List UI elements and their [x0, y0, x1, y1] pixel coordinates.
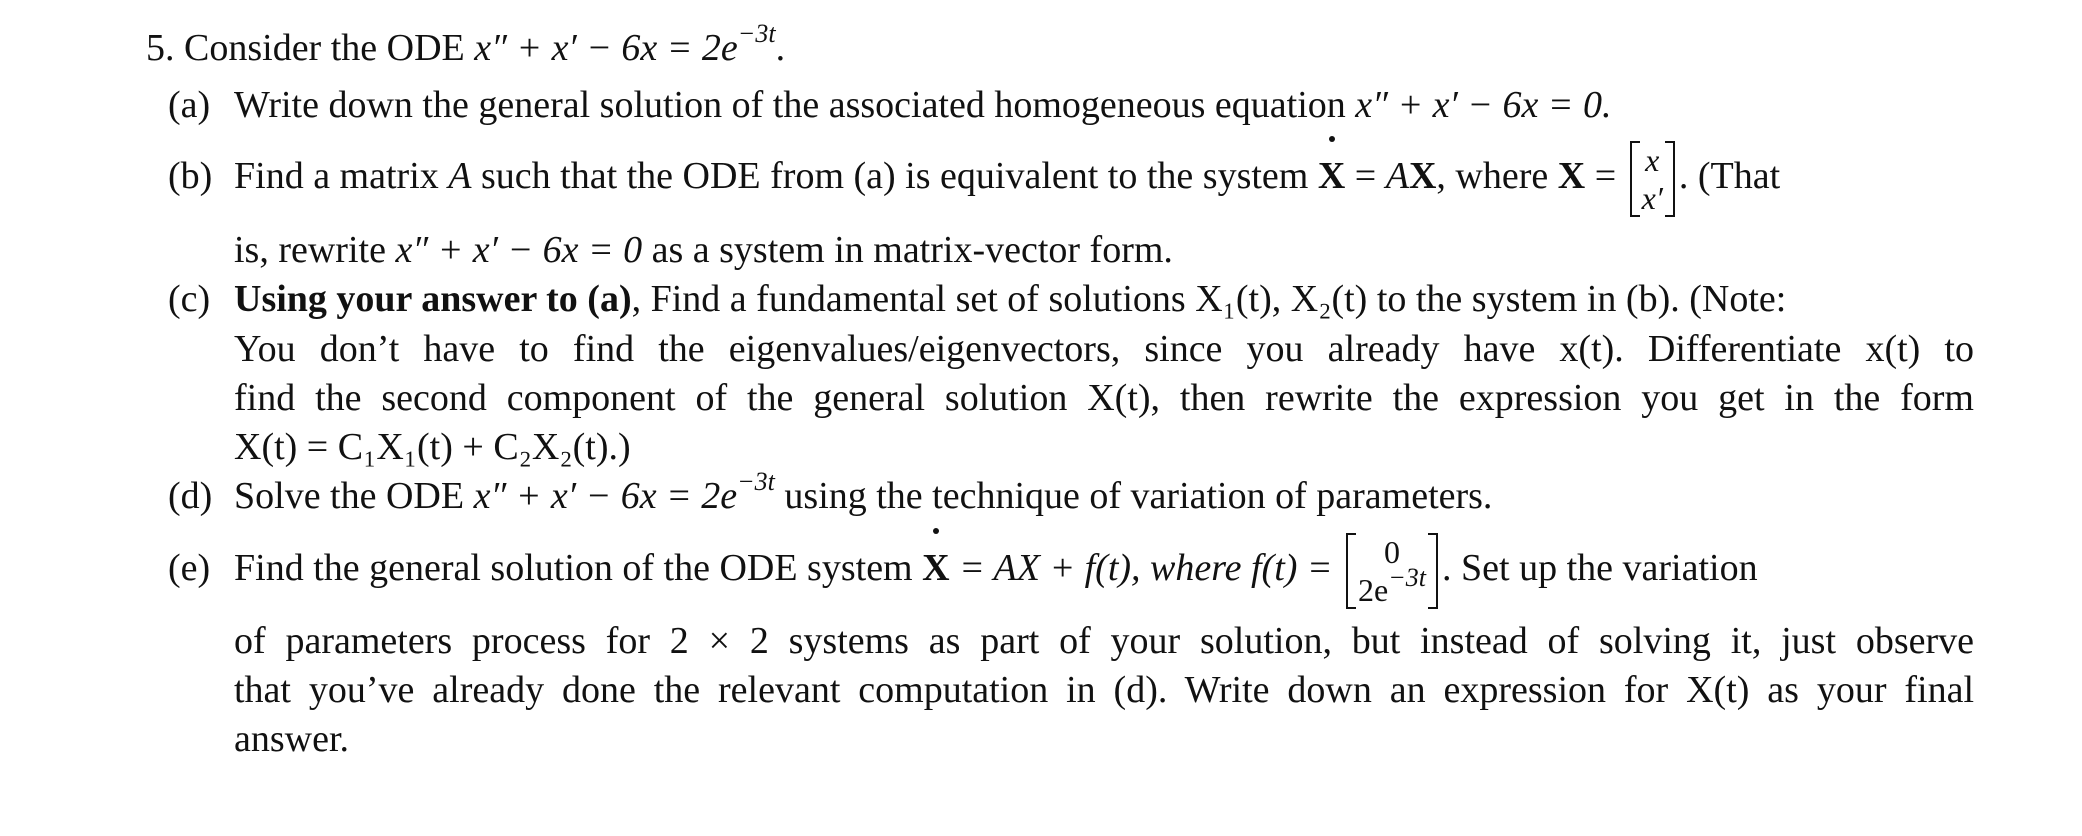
part-d-label: (d) — [168, 475, 213, 517]
part-b-line2-text: is, rewrite — [234, 229, 386, 271]
part-b-label: (b) — [168, 155, 213, 197]
forcing-vector-top: 0 — [1384, 534, 1401, 571]
part-d-text-1: Solve the ODE — [234, 475, 465, 517]
forcing-vector-matrix — [1346, 533, 1438, 609]
part-b-line2-equation: x″ + x′ − 6x = 0 — [395, 229, 643, 271]
part-d-exponent: −3t — [737, 467, 775, 497]
problem-intro-exponent: −3t — [737, 19, 776, 49]
part-c-bold-phrase: Using your answer to (a) — [234, 278, 632, 320]
part-e-line-3: that you’ve already done the relevant computation in (d). Write down an expression for X(t) as your final — [234, 669, 1974, 711]
part-d-text-2: using the technique of variation of parameters. — [784, 475, 1493, 517]
part-b-text-1: Find a matrix — [234, 155, 439, 197]
part-e-line-2: of parameters process for 2 × 2 systems as part of your solution, but instead of solving it, just observe — [234, 620, 1974, 662]
part-a-label: (a) — [168, 84, 211, 126]
ax-a-symbol: A — [1385, 155, 1409, 197]
problem-intro-end: . — [775, 27, 786, 69]
part-b-equals: = — [1345, 155, 1386, 197]
state-vector-bottom: x′ — [1641, 180, 1663, 217]
forcing-vector-exponent: −3t — [1388, 562, 1427, 592]
problem-intro — [146, 19, 786, 72]
part-c-line-3: find the second component of the general solution X(t), then rewrite the expression you get in the form — [234, 377, 1974, 419]
x-dot-symbol: X — [1318, 134, 1345, 218]
ax-x-symbol: X — [1408, 155, 1437, 197]
part-c-line-2: You don’t have to find the eigenvalues/eigenvectors, since you already have x(t). Differentiate x(t) to — [234, 328, 1974, 370]
part-c-line-4: X(t) = C₁X₁(t) + C₂X₂(t).) — [234, 426, 631, 468]
part-e-text-2: . Set up the variation — [1442, 547, 1758, 589]
part-b-line-1 — [234, 134, 1780, 218]
part-d-equation: x″ + x′ − 6x = 2e — [473, 475, 738, 517]
part-e-line-1 — [234, 526, 1758, 610]
part-b-tail: . (That — [1678, 155, 1781, 197]
part-c-line-1 — [234, 275, 1974, 323]
matrix-a-symbol: A — [448, 155, 472, 197]
part-e-label: (e) — [168, 547, 211, 589]
part-d-text — [234, 467, 1493, 520]
part-b-equals-2: = — [1585, 155, 1626, 197]
state-vector-top: x — [1645, 142, 1660, 179]
part-e-text-1: Find the general solution of the ODE system — [234, 547, 913, 589]
part-b-text-2: such that the ODE from (a) is equivalent to the system — [480, 155, 1309, 197]
part-b-line2-end: as a system in matrix-vector form. — [651, 229, 1173, 271]
problem-intro-equation: x″ + x′ − 6x = 2e — [474, 27, 738, 69]
problem-intro-text: Consider the ODE — [184, 27, 465, 69]
part-c-line1-text: , Find a fundamental set of solutions X₁(t), X₂(t) to the system in (b). (Note: — [631, 278, 1787, 320]
x-vector-symbol: X — [1557, 155, 1586, 197]
part-a-text — [234, 81, 1611, 129]
part-c-label: (c) — [168, 278, 211, 320]
state-vector-matrix — [1630, 141, 1675, 217]
x-dot-symbol-e: X — [922, 526, 949, 610]
part-e-line-4: answer. — [234, 718, 350, 760]
part-a-equation: x″ + x′ − 6x = 0. — [1355, 84, 1612, 126]
forcing-vector-bottom: 2e — [1358, 572, 1389, 609]
part-e-equation: = AX + f(t), where f(t) = — [949, 547, 1343, 589]
part-b-line-2 — [234, 226, 1173, 274]
part-a-sentence: Write down the general solution of the associated homogeneous equation — [234, 84, 1346, 126]
part-b-text-3: , where — [1436, 155, 1549, 197]
problem-number: 5. — [146, 27, 175, 69]
